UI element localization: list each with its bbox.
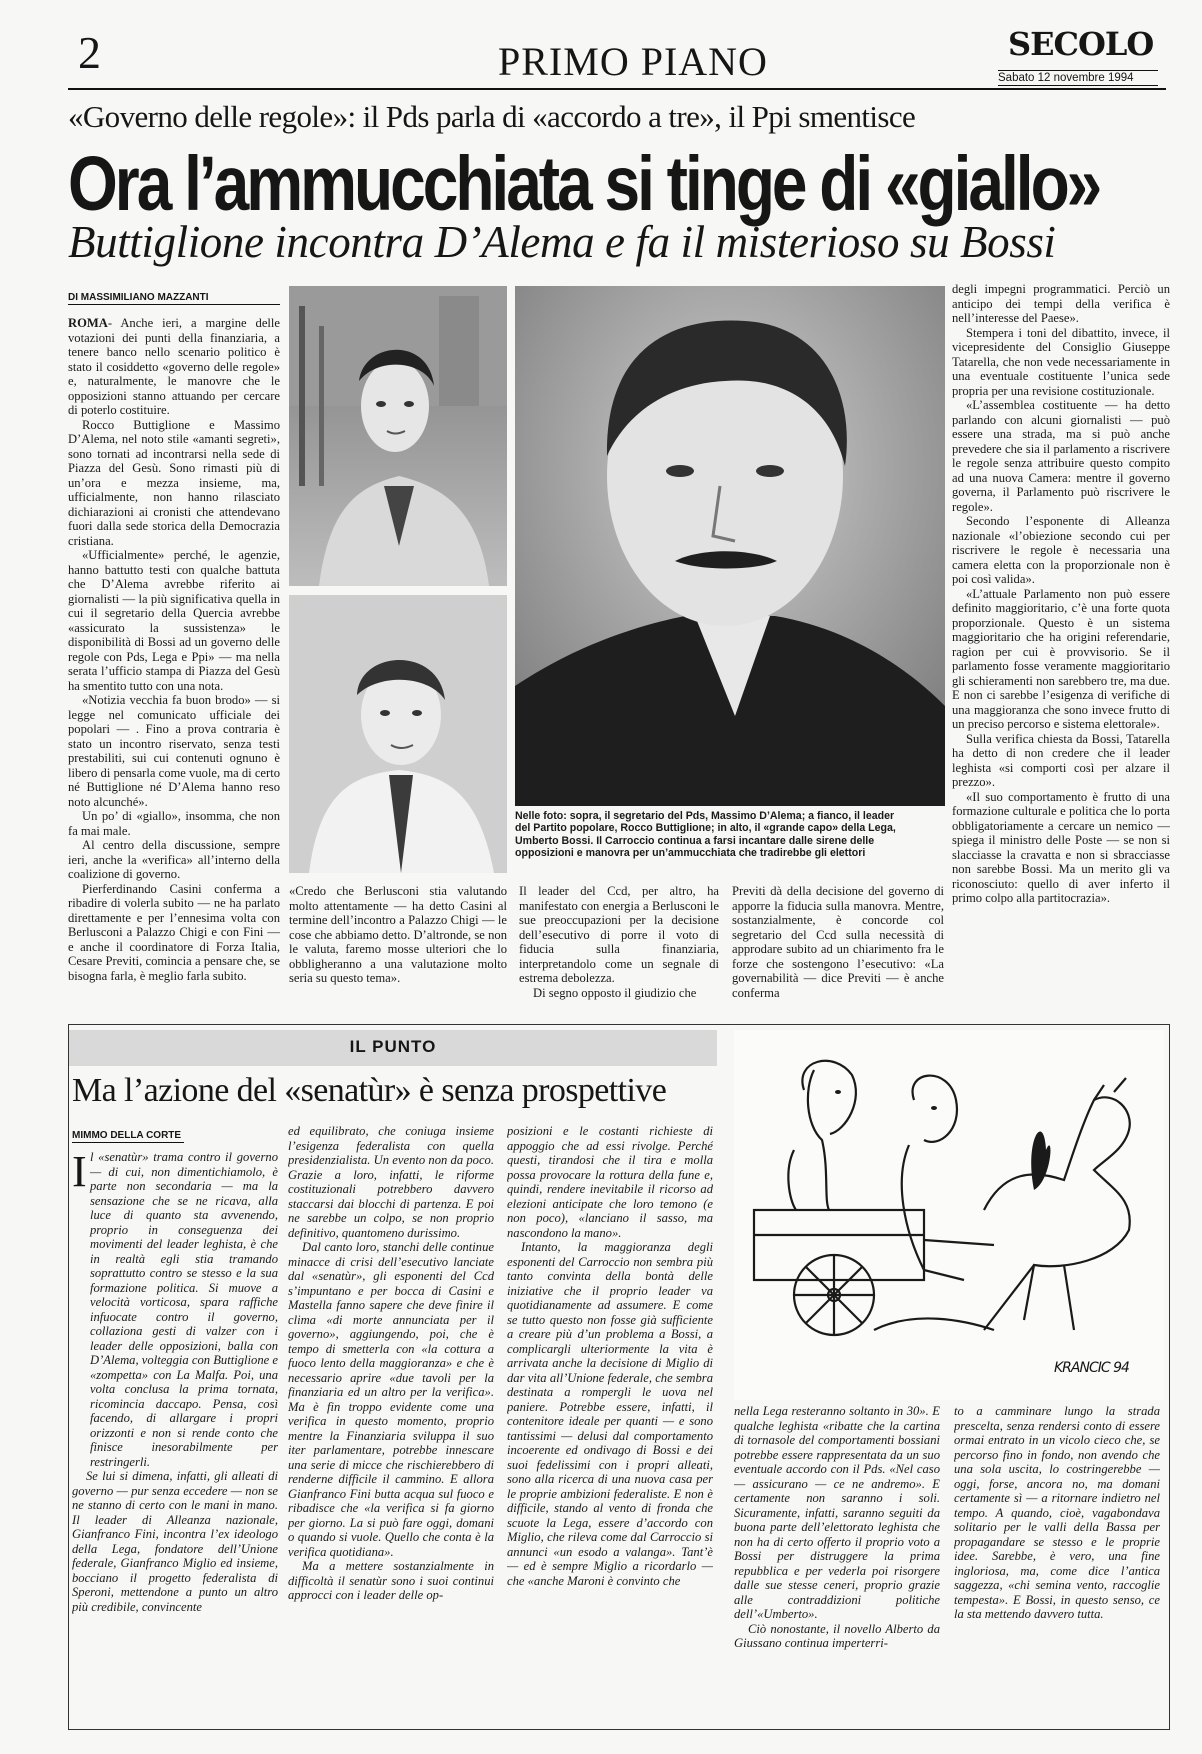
photo-caption: Nelle foto: sopra, il segretario del Pds, Massimo D’Alema; a fianco, il leader del Partito popolare, Rocco Buttiglione; in alto, il «grande capo» della Lega, Umberto Bossi. Il Carroccio continua a farsi incantare dalle sirene delle opposizioni e manovra per un’ammucchiata che tradirebbe gli elettori [515, 810, 896, 860]
photo-bossi [289, 595, 507, 873]
punto-column-4: nella Lega resteranno soltanto in 30». E qualche leghista «ribatte che la cartina di tornasole del comportamenti bossiani potrebbe essere rappresentata da un suo eventuale accordo con il Pds. «Nel caso — assicurano — ce ne andremo». E certamente non saranno i soli. Sicuramente, infatti, saranno seguiti da buona parte dell’elettorato leghista che non ha di certo offerto il proprio voto a Bossi per distruggere la prima repubblica e per vederla poi risorgere dalle sue stesse ceneri, proprio grazie alle contraddizioni politiche dell’«Umberto». Ciò nonostante, il novello Alberto da Giussano continua imperterri- [734, 1404, 940, 1650]
section-title: PRIMO PIANO [498, 39, 768, 84]
subhead: Buttiglione incontra D’Alema e fa il misterioso su Bossi [68, 217, 1056, 267]
byline: DI MASSIMILIANO MAZZANTI [68, 292, 280, 305]
punto-byline: MIMMO DELLA CORTE [72, 1130, 184, 1143]
punto-label: IL PUNTO [349, 1037, 437, 1056]
punto-column-5: to a camminare lungo la strada prescelta, senza rendersi conto di essere ormai entrato in un vicolo cieco che, se percorso fino in fondo, non avendo che una sola uscita, lo costringerebbe — oggi, forse, ancora no, ma domani certamente sì — a ritornare indietro nel tempo. A quando, cioè, vagabondava solitario per le valli della Bassa per propagandare se stesso e le proprie idee. Sarebbe, è vero, una fine ingloriosa, ma, come dice l’antica saggezza, «chi semina vento, raccoglie tempesta». E Bossi, in questo senso, ce la sta mettendo davvero tutta. [954, 1404, 1160, 1621]
photo-buttiglione [289, 286, 507, 586]
masthead: SECOLO [1008, 25, 1154, 63]
punto-column-2: ed equilibrato, che coniuga insieme l’esigenza federalista con quella presidenzialista. Un evento non da poco. Grazie a loro, infatti, le riforme costituzionali potrebbero davvero staccarsi dai blocchi di partenza. E poi ne sarebbe un colpo, se non proprio definitivo, quantomeno durissimo. Dal canto loro, stanchi delle continue minacce di crisi dell’esecutivo lanciate dal «senatùr», gli esponenti del Ccd s’impuntano e per bocca di Casini e Mastella fanno sapere che deve finire il clima «di morte annunciata per il governo», aggiungendo, poi, che è tempo di smetterla con «la cottura a fuoco lento della maggioranza» e che è necessario aprire «due tavoli per la finanziaria ed un altro per la verifica». Ma è fin troppo evidente come una verifica in questo momento, proprio mentre la Finanziaria sviluppa il suo iter parlamentare, potrebbe innescare una serie di micce che rischierebbero di renderne difficile il cammino. E allora Gianfranco Fini butta acqua sul fuoco e ribadisce che «la verifica si fa giorno per giorno. La si può fare oggi, domani o quando si vuole. Quello che conta è la verifica quotidiana». Ma a mettere sostanzialmente in difficoltà il senatùr sono i suoi continui approcci con i leader delle op- [288, 1124, 494, 1602]
page-number: 2 [78, 27, 101, 78]
main-column-3: Il leader del Ccd, per altro, ha manifestato con energia a Berlusconi le sue preoccupazioni per la decisione dell’esecutivo di porre il voto di fiducia sulla finanziaria, interpretandolo come un segnale di estrema debolezza. Di segno opposto il giudizio che [519, 884, 719, 1000]
punto-column-3: posizioni e le costanti richieste di appoggio che ad essi rivolge. Perché questi, tirandosi che il tira e molla possa provocare la rottura della fune e, quindi, rendere inevitabile il ricorso ad elezioni anticipate che loro temono (e non poco), «lanciano il sasso, ma nascondono la mano». Intanto, la maggioranza degli esponenti del Carroccio non sembra più tanto convinta della bontà delle iniziative che il proprio leader va quotidianamente ad assumere. E come se tutto questo non fosse già sufficiente a creare più d’un problema a Bossi, a complicargli ulteriormente la vita è arrivata anche la decisione di Miglio di dar vita all’Unione federale, che sembra destinata a rompergli le uova nel paniere. Potrebbe essere, infatti, il contenitore ideale per quanti — e sono tantissimi — delusi dal comportamento incoerente ed ondivago di Bossi e dei suoi fedelissimi con i propri alleati, sono alla ricerca di una nuova casa per le proprie ambizioni federaliste. E non è difficile, stando al vento di fronda che scuote la Lega, essere d’accordo con Miglio, che rileva come dal Carroccio si annunci «un esodo a valanga». Tant’è — ed è sempre Miglio a ricordarlo — che «anche Maroni è convinto che [507, 1124, 713, 1588]
photo-dalema [515, 286, 945, 806]
header-date: Sabato 12 novembre 1994 [998, 70, 1158, 86]
punto-column-1: l «senatùr» trama contro il governo — di cui, non dimentichiamolo, è parte non secondaria — ma la sensazione che se ne ricava, alla luce di quanto sta avvenendo, proprio in conseguenza dei movimenti del leader leghista, è che in realtà egli stia tramando soprattutto contro se stesso e la sua formazione politica. Si muove a velocità vorticosa, spara raffiche infuocate contro il governo, collaziona gesti di valzer con i leader delle opposizioni, balla con D’Alema, volteggia con Buttiglione e «zompetta» con La Malfa. Poi, una volta conclusa la prima tornata, ricomincia daccapo. Pensa, così facendo, di allargare i propri orizzonti e non si rende conto che finisce inesorabilmente per restringerli. Se lui si dimena, infatti, gli alleati di governo — pur senza eccedere — non se ne stanno di certo con le mani in mano. Il leader di Alleanza nazionale, Gianfranco Fini, incontra l’ex ideologo della Lega, fondatore dell’Unione federale, Gianfranco Miglio ed insieme, bocciano il progetto federalista di Speroni, mettendone a punto un altro più credibile, convincente [72, 1150, 278, 1614]
main-column-2: «Credo che Berlusconi stia valutando molto attentamente — ha detto Casini al termine dell’incontro a Palazzo Chigi — le cose che abbiamo detto. D’altronde, se non le valuta, faremo mosse ulteriori che lo obbligheranno a una valutazione molto seria su questo tema». [289, 884, 507, 985]
main-column-4: Previti dà della decisione del governo di apporre la fiducia sulla manovra. Mentre, sostanzialmente, è concorde col segretario del Ccd sulla necessità di approdare subito ad un chiarimento fra le forze che sostengono l’esecutivo: «La governabilità — dice Previti — è anche conferma [732, 884, 944, 1000]
dateline: ROMA [68, 316, 108, 330]
headline: Ora l’ammucchiata si tinge di «giallo» [68, 140, 1100, 227]
main-column-5: degli impegni programmatici. Perciò un anticipo dei tempi della verifica è nell’interesse del Paese». Stempera i toni del dibattito, invece, il vicepresidente del Consiglio Giuseppe Tatarella, che non vede necessariamente in una eventuale costituente l’unica sede propria per una revisione costituzionale. «L’assemblea costituente — ha detto parlando con alcuni giornalisti — può essere una strada, ma si può anche prevedere che sia il parlamento a riscrivere le regole senza attribuire questo compito ad una nuova Camera: mentre il governo governa, il Parlamento può riscrivere le regole». Secondo l’esponente di Alleanza nazionale «l’obiezione secondo cui per riscrivere le regole è necessaria una camera eletta con la proporzionale non è poi così valida». «L’attuale Parlamento non può essere definito maggioritario, c’è una forte quota proporzionale. Questo è un sistema maggioritario che ha origini referendarie, ragion per cui è provvisorio. Se il parlamento fosse veramente maggioritario gli schieramenti non sarebbero tre, ma due. E non ci sarebbe l’esigenza di verifiche di una maggioranza che sono invece frutto di un preciso percorso e sistema elettorale». Sulla verifica chiesta da Bossi, Tatarella ha detto di non credere che il leader leghista «si comporti così per alzare il prezzo». «Il suo comportamento è frutto di una formazione culturale e politica che lo porta obbligatoriamente a cercare un nemico — spiega il ministro delle Poste — se non si slacciasse la cravatta e non si sbracciasse non sarebbe Bossi. Ma un merito gli va riconosciuto: quello di aver inferto il primo colpo alla partitocrazia». [952, 282, 1170, 905]
cartoon-signature: KRANCIC 94 [1054, 1360, 1129, 1376]
kicker: «Governo delle regole»: il Pds parla di «accordo a tre», il Ppi smentisce [68, 99, 916, 134]
punto-headline: Ma l’azione del «senatùr» è senza prospettive [72, 1072, 667, 1109]
cartoon [734, 1030, 1164, 1400]
header-rule [68, 88, 1166, 90]
main-column-1: ROMA- Anche ieri, a margine delle votazioni dei punti della finanziaria, a tenere banco nello scenario politico è stato il cosiddetto «governo delle regole» e, naturalmente, le manovre che le opposizioni stanno attuando per cercare di poterlo costituire. Rocco Buttiglione e Massimo D’Alema, nel noto stile «amanti segreti», sono tornati ad incontrarsi nella sede di Piazza del Gesù. Sono rimasti più di un’ora e mezza insieme, ma, ufficialmente, non hanno rilasciato dichiarazioni ai cronisti che attendevano fuori dalla sede storica della Democrazia cristiana. «Ufficialmente» perché, le agenzie, hanno battutto testi con qualche battuta che D’Alema avrebbe riferito ai giornalisti — la più significativa quella in cui il segretario della Quercia avrebbe «assicurato la sussistenza» le disponibilità di Bossi ad un governo delle regole con Pds, Lega e Ppi» — ma nella serata l’ufficio stampa di Piazza del Gesù ha smentito tutto con una nota. «Notizia vecchia fa buon brodo» — si legge nel comunicato ufficiale dei popolari — . Fino a prova contraria è stato un incontro riservato, senza testi prestabiliti, sui cui contenuti ognuno è libero di pensarla come vuole, ma di certo né Buttiglione né D’Alema hanno reso noto alcunché». Un po’ di «giallo», insomma, che non fa mai male. Al centro della discussione, sempre ieri, anche la «verifica» all’interno della coalizione di governo. Pierferdinando Casini conferma a ribadire di volerla subito — ne ha parlato direttamente e per l’ennesima volta con Berlusconi a Palazzo Chigi e con Fini — e anche il coordinatore di Forza Italia, Cesare Previti, comincia a pensare che, se bisogna farla, è meglio farla subito. [68, 316, 280, 983]
drop-cap: I [72, 1147, 87, 1196]
